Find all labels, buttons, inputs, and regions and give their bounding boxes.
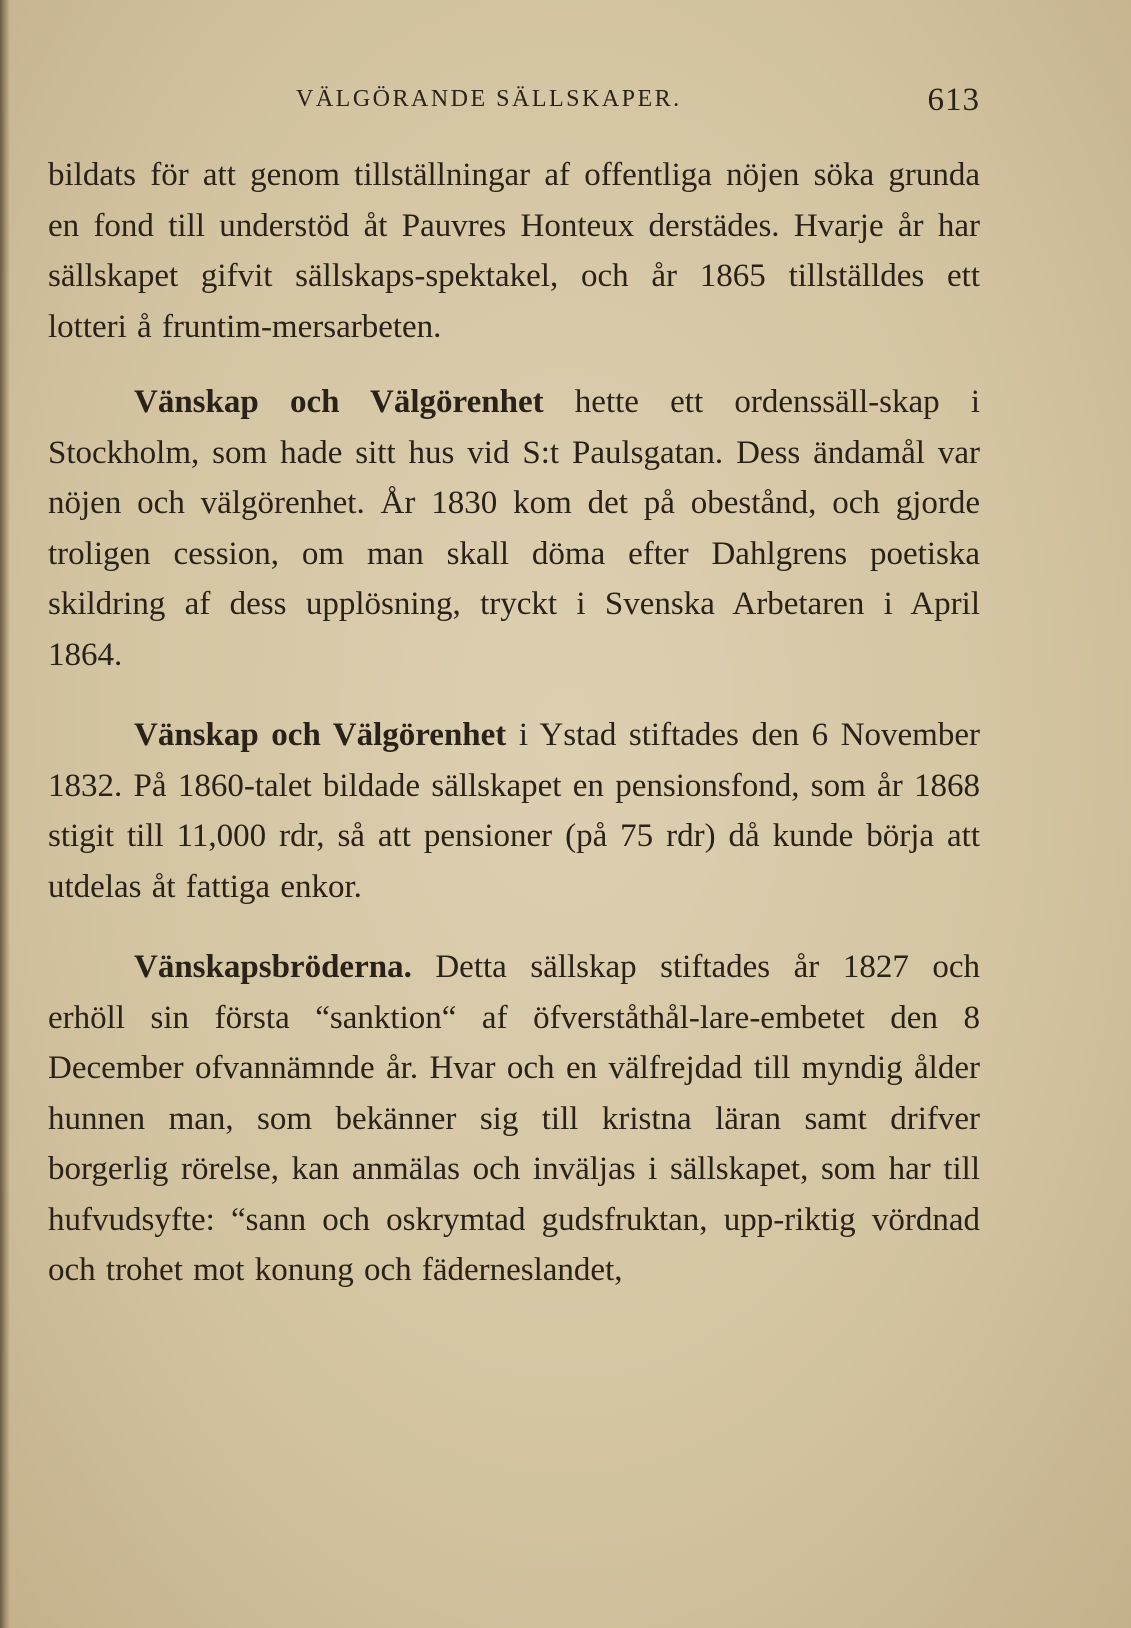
entry-term: Vänskap och Välgörenhet (134, 717, 507, 753)
body-text (48, 150, 980, 1296)
page-number: 613 (927, 82, 980, 118)
running-head-title: VÄLGÖRANDE SÄLLSKAPER. (296, 86, 682, 112)
entry-term: Vänskapsbröderna. (134, 949, 412, 985)
entry-text: Detta sällskap stiftades år 1827 och erhöll sin första “sanktion“ af öfverståthål-lare-embetet den 8 December ofvannämnde år. Hvar och en välfrejdad till myndig ålder hunnen man, som bekänner sig till kristna läran samt drifver borgerlig rörelse, kan anmälas och inväljas i sällskapet, som har till hufvudsyfte: “sann och oskrymtad gudsfruktan, upp-riktig vördnad och trohet mot konung och fäderneslandet, (48, 949, 980, 1288)
entry-text: i Ystad stiftades den 6 November 1832. På 1860-talet bildade sällskapet en pensionsfond, som år 1868 stigit till 11,000 rdr, så att pensioner (på 75 rdr) då kunde börja att utdelas åt fattiga enkor. (48, 717, 980, 905)
running-head (50, 82, 980, 122)
entry-vanskap-och-valgorenhet-ystad (48, 710, 980, 912)
entry-term: Vänskap och Välgörenhet (134, 384, 544, 420)
entry-text: hette ett ordenssäll-skap i Stockholm, som hade sitt hus vid S:t Paulsgatan. Dess ändamål var nöjen och välgörenhet. År 1830 kom det på obestånd, och gjorde troligen cession, om man skall döma efter Dahlgrens poetiska skildring af dess upplösning, tryckt i Svenska Arbetaren i April 1864. (48, 384, 980, 673)
entry-vanskap-och-valgorenhet-stockholm (48, 377, 980, 680)
paragraph-text: bildats för att genom tillställningar af offentliga nöjen söka grunda en fond till understöd åt Pauvres Honteux derstädes. Hvarje år har sällskapet gifvit sällskaps-spektakel, och år 1865 tillställdes ett lotteri å fruntim-mersarbeten. (48, 157, 980, 345)
page-gutter-edge (0, 0, 10, 1628)
entry-vanskapsbroderna (48, 942, 980, 1296)
paragraph-continuation (48, 150, 980, 352)
